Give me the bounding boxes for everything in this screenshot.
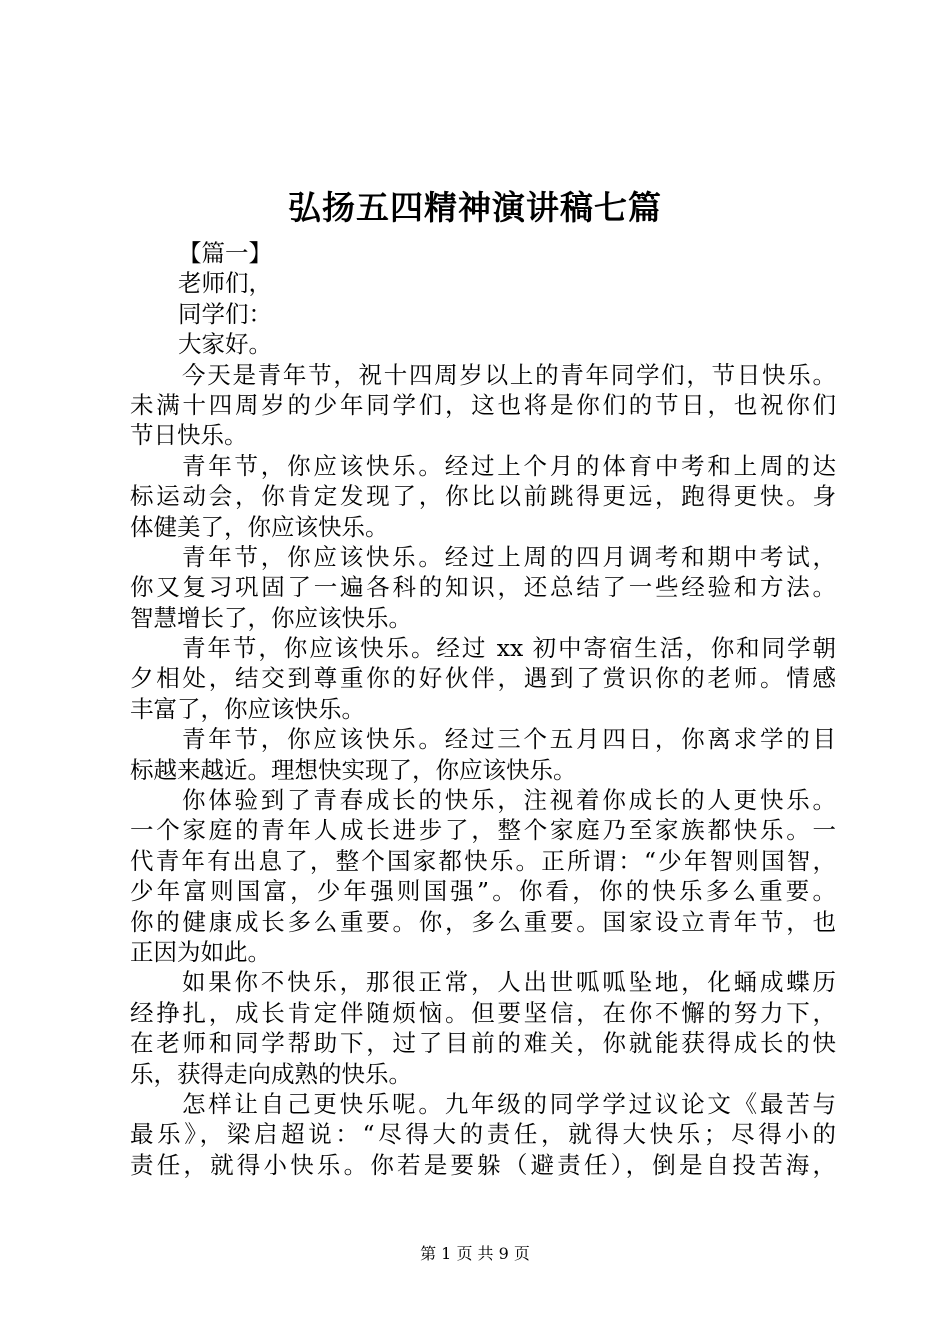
text-line: 丰富了，你应该快乐。 — [130, 694, 365, 723]
document-title: 弘扬五四精神演讲稿七篇 — [288, 188, 662, 227]
text-line: 少年富则国富，少年强则国强”。你看，你的快乐多么重要。 — [130, 877, 836, 906]
page-footer: 第 1 页 共 9 页 — [420, 1244, 530, 1263]
section-heading: 【篇一】 — [178, 239, 272, 267]
text-line: 一个家庭的青年人成长进步了，整个家庭乃至家族都快乐。一 — [130, 816, 836, 845]
text-line: 老师们， — [178, 269, 272, 298]
text-line: 大家好。 — [178, 330, 272, 359]
text-line: 标运动会，你肯定发现了，你比以前跳得更远，跑得更快。身 — [130, 482, 836, 511]
text-line: 最乐》，梁启超说：“尽得大的责任，就得大快乐；尽得小的 — [130, 1120, 836, 1149]
text-line: 体健美了，你应该快乐。 — [130, 512, 389, 541]
text-line: 责任，就得小快乐。你若是要躲（避责任），倒是自投苦海， — [130, 1150, 836, 1179]
text-line: 你又复习巩固了一遍各科的知识，还总结了一些经验和方法。 — [130, 573, 836, 602]
text-line: 在老师和同学帮助下，过了目前的难关，你就能获得成长的快 — [130, 1029, 836, 1058]
text-line: 你体验到了青春成长的快乐，注视着你成长的人更快乐。 — [182, 786, 836, 815]
text-line: 如果你不快乐，那很正常，人出世呱呱坠地，化蛹成蝶历 — [182, 968, 836, 997]
text-line: 标越来越近。理想快实现了，你应该快乐。 — [130, 755, 577, 784]
text-line: 同学们： — [178, 299, 272, 328]
text-line: 青年节，你应该快乐。经过 xx 初中寄宿生活，你和同学朝 — [182, 634, 836, 663]
text-line: 怎样让自己更快乐呢。九年级的同学学过议论文《最苦与 — [182, 1089, 836, 1118]
text-line: 节日快乐。 — [130, 421, 248, 450]
text-line: 青年节，你应该快乐。经过上个月的体育中考和上周的达 — [182, 451, 836, 480]
text-line: 青年节，你应该快乐。经过上周的四月调考和期中考试， — [182, 542, 836, 571]
text-line: 今天是青年节，祝十四周岁以上的青年同学们，节日快乐。 — [182, 360, 836, 389]
document-body — [130, 238, 836, 1180]
text-line: 夕相处，结交到尊重你的好伙伴，遇到了赏识你的老师。情感 — [130, 664, 836, 693]
text-line: 正因为如此。 — [130, 937, 271, 966]
text-line: 青年节，你应该快乐。经过三个五月四日，你离求学的目 — [182, 725, 836, 754]
text-line: 智慧增长了，你应该快乐。 — [130, 603, 412, 632]
text-line: 经挣扎，成长肯定伴随烦恼。但要坚信，在你不懈的努力下， — [130, 998, 836, 1027]
text-line: 你的健康成长多么重要。你，多么重要。国家设立青年节，也 — [130, 907, 836, 936]
text-line: 乐，获得走向成熟的快乐。 — [130, 1059, 412, 1088]
text-line: 代青年有出息了，整个国家都快乐。正所谓：“少年智则国智， — [130, 846, 836, 875]
text-line: 未满十四周岁的少年同学们，这也将是你们的节日，也祝你们 — [130, 390, 836, 419]
